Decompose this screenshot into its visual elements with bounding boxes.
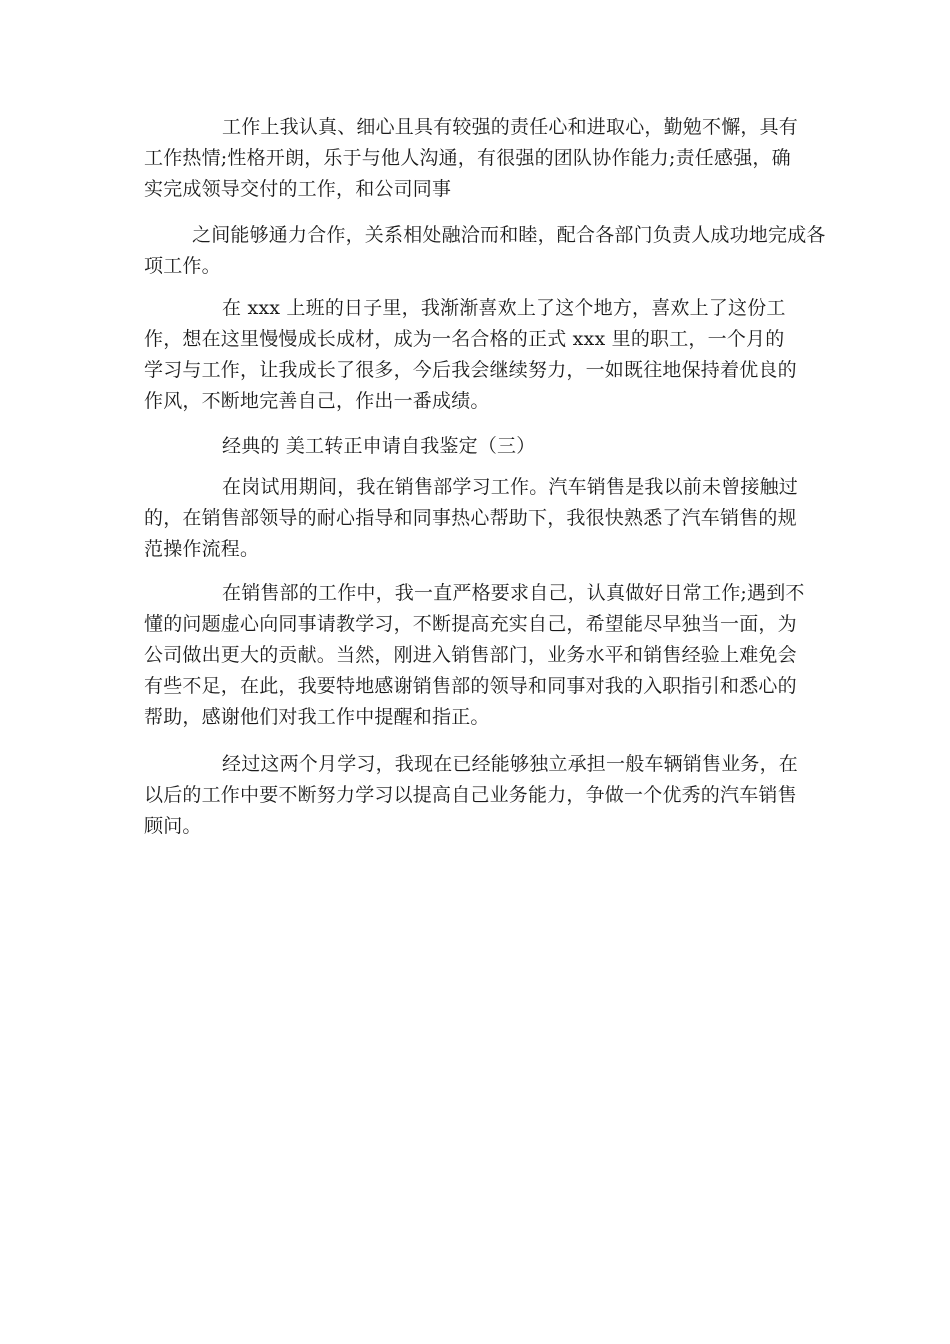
paragraph-cooperation: 之间能够通力合作，关系相处融洽而和睦，配合各部门负责人成功地完成各项工作。: [144, 224, 826, 277]
paragraph-work-attitude: 工作上我认真、细心且具有较强的责任心和进取心，勤勉不懈，具有工作热情;性格开朗，乐于与他人沟通，有很强的团队协作能力;责任感强，确实完成领导交付的工作，和公司同事: [144, 116, 799, 200]
section-heading: 经典的 美工转正申请自我鉴定（三）: [222, 435, 536, 457]
paragraph-conclusion: 经过这两个月学习，我现在已经能够独立承担一般车辆销售业务，在以后的工作中要不断努力学习以提高自己业务能力，争做一个优秀的汽车销售顾问。: [144, 753, 799, 837]
paragraph-probation: 在岗试用期间，我在销售部学习工作。汽车销售是我以前未曾接触过的，在销售部领导的耐心指导和同事热心帮助下，我很快熟悉了汽车销售的规范操作流程。: [144, 476, 799, 560]
paragraph-growth: 在 xxx 上班的日子里，我渐渐喜欢上了这个地方，喜欢上了这份工作，想在这里慢慢成长成材，成为一名合格的正式 xxx 里的职工，一个月的学习与工作，让我成长了很多，今后我会继续努力，一如既往地保持着优良的作风，不断地完善自己，作出一番成绩。: [144, 297, 797, 412]
paragraph-sales-work: 在销售部的工作中，我一直严格要求自己，认真做好日常工作;遇到不懂的问题虚心向同事请教学习，不断提高充实自己，希望能尽早独当一面，为公司做出更大的贡献。当然，刚进入销售部门，业务水平和销售经验上难免会有些不足，在此，我要特地感谢销售部的领导和同事对我的入职指引和悉心的帮助，感谢他们对我工作中提醒和指正。: [144, 582, 805, 728]
